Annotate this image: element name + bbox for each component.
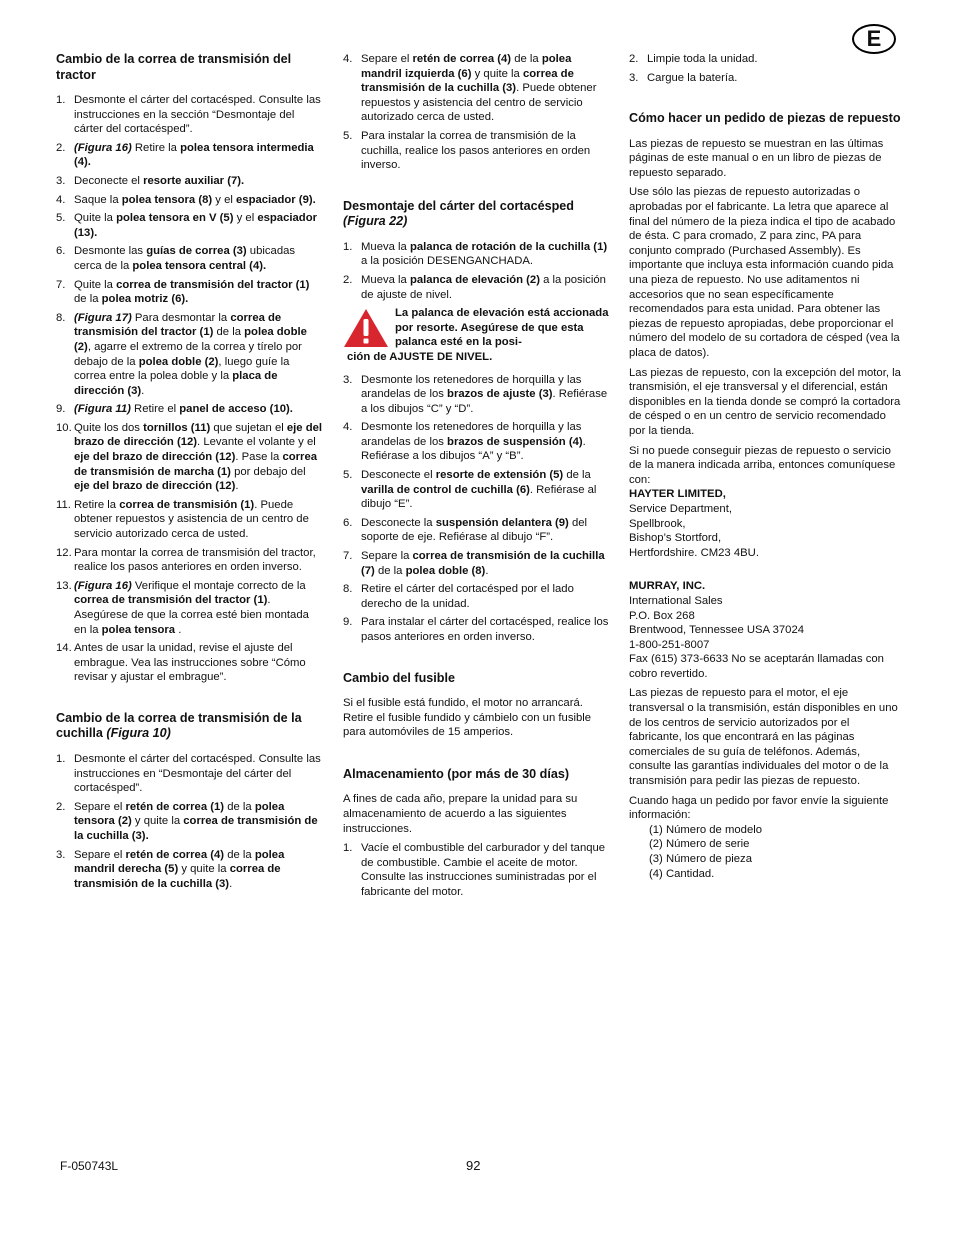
step-text: Separe el [74,848,126,861]
step-number: 4. [56,193,66,206]
step-text: . [175,623,182,636]
step-text: placa de dirección (3) [74,370,278,397]
step-text: polea tensora (2) [74,800,285,828]
step-text: correa de transmisión de la cuchilla (7) [361,550,605,577]
step-number: 5. [56,212,66,225]
order-info-list [629,823,901,881]
step-text: Vacíe el combustible del carburador y del tanque de combustible. Cambie el aceite de motor. Consulte las instrucciones suministradas por el fabricante del motor. [361,842,606,898]
section-title-blade-belt [56,711,324,742]
step-text: . Pase la [235,451,283,464]
step-text: de la [511,53,542,65]
step-text: ubicadas cerca de la [74,245,296,272]
list-item [629,52,901,67]
step-text: Deconecte el [74,174,144,187]
step-text: Saque la [74,193,122,206]
step-text: y quite la [471,67,523,80]
step-text: por debajo del [230,465,306,478]
steps-storage-continued [629,52,901,85]
step-text: correa de transmisión del tractor (1) [74,594,268,607]
text-line: Fax (615) 373-6633 No se aceptarán llamadas con cobro revertido. [629,653,884,680]
step-text: , agarre el extremo de la correa y tírelo por debajo de la [74,340,302,368]
step-text: Cargue la batería. [647,71,738,84]
storage-intro: A fines de cada año, prepare la unidad para su almacenamiento de acuerdo a las siguientes instrucciones. [343,793,578,835]
step-text: de la [213,326,245,339]
step-text: Verifique el montaje correcto de la [131,579,306,592]
language-badge [852,24,896,54]
step-number: 12. [56,546,72,559]
step-text: Separe el [74,800,126,813]
step-text: polea tensora (8) [121,193,213,206]
step-text: y el [212,193,237,206]
step-text: Para desmontar la [131,311,231,324]
step-text: resorte de extensión (5) [435,469,564,482]
step-text: correa de transmisión de la cuchilla (3) [361,67,574,95]
parts-paragraph-1: Las piezas de repuesto se muestran en las últimas páginas de este manual o en un libro de piezas de repuesto separado. [629,137,884,179]
section-title-figure-ref: (Figura 22) [343,214,408,229]
list-item [56,93,324,137]
text-line: Spellbrook, [629,517,686,530]
step-text: a la posición DESENGANCHADA. [361,255,534,268]
step-number: 2. [56,800,66,813]
step-number: 13. [56,579,72,592]
step-text: polea mandril izquierda (6) [361,53,572,80]
step-number: 3. [56,848,66,861]
list-item [56,278,324,307]
step-text: resorte auxiliar (7). [143,174,245,187]
steps-blade-belt [56,752,324,891]
text-line: International Sales [629,594,723,607]
step-number: 3. [629,71,639,84]
list-item [343,240,611,269]
step-text: brazos de suspensión (4) [447,435,583,448]
text-line: (3) Número de pieza [649,853,752,865]
list-item [56,546,324,575]
step-text: correa de transmisión del tractor (1) [116,278,310,291]
warning-text: La palanca de elevación está accionada por resorte. Asegúrese de que esta palanca esté en la posi- [395,307,609,349]
address-murray [629,579,901,681]
step-text: Limpie toda la unidad. [647,53,758,65]
list-item [56,193,324,208]
list-item [343,129,611,173]
step-text: panel de acceso (10). [179,403,293,416]
section-title-figure-ref: (Figura 10) [106,726,171,741]
step-text: Desmonte el cárter del cortacésped. Consulte las instrucciones en la sección “Desmontaje del cárter del cortacésped”. [74,94,321,136]
address-hayter [629,487,901,560]
step-text: de la [374,564,406,577]
list-item [343,615,611,644]
step-text: correa de transmisión de la cuchilla (3) [74,863,281,890]
warning-text-tail: ción de AJUSTE DE NIVEL. [347,350,493,363]
step-text: guías de correa (3) [146,245,247,258]
step-number: 4. [343,53,353,65]
list-item [56,174,324,189]
column-3 [629,52,901,881]
steps-deck-removal-b [343,373,611,645]
step-text: correa de transmisión del tractor (1) [74,311,282,339]
step-text: Desmonte las [74,245,147,258]
address-lines [629,502,901,560]
text-line: 1-800-251-8007 [629,638,710,651]
step-text: . [229,877,233,890]
step-text: retén de correa (4) [412,53,512,65]
column-1 [56,52,324,895]
language-letter: E [866,26,882,51]
step-text: eje del brazo de dirección (12) [74,451,236,464]
step-text: polea doble (2) [74,326,307,353]
step-text: Separe el [361,53,413,65]
page-number: 92 [466,1158,481,1173]
list-item [343,468,611,512]
parts-paragraph-5: Las piezas de repuesto para el motor, el eje transversal o la transmisión, están disponibles en uno de los centros de servicio autorizados por el fabricante, los que encontrará en las páginas comerciales de su guía de teléfonos. Además, consulte las garantías individuales del motor o de la transmisión para pedir las piezas de repuesto. [629,687,898,788]
step-text: . Puede obtener repuestos y asistencia del centro de servicio autorizado cerca de usted. [361,82,597,124]
list-item [343,373,611,417]
step-number: 8. [343,583,353,596]
step-text: y quite la [131,815,184,828]
step-text: Retire la [131,141,181,154]
step-text: Retire el cárter del cortacésped por el lado derecho de la unidad. [361,583,574,610]
step-number: 1. [343,842,353,855]
step-text: correa de transmisión (1) [119,498,255,511]
step-text: de la [224,800,255,813]
step-text: retén de correa (4) [125,848,225,861]
section-title-tractor-belt: Cambio de la correa de transmisión del tractor [56,52,292,82]
list-item [56,498,324,542]
step-number: 7. [56,278,66,291]
address-lines [629,594,901,682]
step-text: de la [563,469,591,482]
list-item [343,582,611,611]
step-text: espaciador (13). [74,212,317,239]
step-number: 6. [56,245,66,258]
section-title-text: Desmontaje del cárter del cortacésped [343,198,574,213]
text-line: Service Department, [629,502,732,515]
step-text: . [141,384,145,397]
step-text: brazos de ajuste (3) [447,388,553,401]
step-text: polea tensora central (4). [132,259,267,272]
step-text: Quite la [74,212,117,225]
step-text: polea motriz (6). [101,293,189,306]
step-text: del soporte de eje. Refiérase al dibujo “F”. [361,516,588,544]
step-text: , luego guíe la correa entre la polea doble y la [74,355,290,383]
step-text: . Refiérase al dibujo “E”. [361,483,597,511]
parts-paragraph-4: Si no puede conseguir piezas de repuesto o servicio de la manera indicada arriba, entonces comuníquese con: [629,444,896,486]
list-item [343,420,611,464]
step-text: Retire la [74,498,120,511]
step-text: espaciador (9). [236,193,316,206]
step-text: palanca de rotación de la cuchilla (1) [409,240,608,253]
step-text: Para montar la correa de transmisión del tractor, realice los pasos anteriores en orden inverso. [74,546,316,574]
step-text: polea tensora intermedia (4). [74,141,314,169]
step-text: correa de transmisión de la cuchilla (3). [74,815,318,842]
step-text: . Puede obtener repuestos y asistencia de un centro de servicio autorizado cerca de usted. [74,498,309,541]
step-text: suspensión delantera (9) [435,516,569,529]
text-line: (4) Cantidad. [649,867,715,880]
step-number: 14. [56,642,72,655]
section-title-deck-removal [343,199,611,230]
step-number: 1. [343,240,353,253]
step-number: 10. [56,421,72,434]
list-item [343,841,611,899]
step-text: eje del brazo de dirección (12) [74,421,323,449]
parts-paragraph-6: Cuando haga un pedido por favor envíe la siguiente información: [629,794,889,822]
step-text: Desconecte la [361,516,436,529]
step-number: 8. [56,311,66,324]
step-number: 1. [56,752,66,765]
company-name: HAYTER LIMITED, [629,488,726,501]
step-text: retén de correa (1) [125,800,225,813]
list-item [56,211,324,240]
step-text: . [235,480,239,493]
list-item [56,579,324,637]
list-item [343,516,611,545]
step-number: 3. [343,373,353,386]
step-number: 2. [56,141,66,154]
text-line: (2) Número de serie [649,838,750,851]
parts-paragraph-3: Las piezas de repuesto, con la excepción del motor, la transmisión, el eje transversal y el diferencial, están disponibles en la tienda donde se compró la cortadora de césped o en un centro de servicio recomendado por la tienda. [629,366,901,437]
step-number: 1. [56,94,66,106]
steps-blade-belt-continued [343,52,611,173]
step-text: Separe la [361,550,413,563]
section-title-ordering-parts: Cómo hacer un pedido de piezas de repuesto [629,111,901,126]
parts-paragraph-2: Use sólo las piezas de repuesto autorizadas o aprobadas por el fabricante. La letra que aparece al final del número de la pieza indica el tipo de acabado de ésta. C para cromado, Z para zinc, PA para conjunto comprado (Purchased Assembly). Es importante que incluya esta información cuando pida una pieza de repuesto. No use aditamentos ni accesorios que no sean específicamente recomendados para esta unidad. Para obtener las piezas de repuesto apropiadas, debe proporcionar el número del modelo de su cortadora de césped (vea la placa de datos). [629,186,900,359]
step-number: 9. [56,403,66,416]
text-line: Hertfordshire. CM23 4BU. [629,546,759,559]
text-line: (1) Número de modelo [649,823,763,836]
step-number: 11. [56,498,71,511]
step-text: . Levante el volante y el [197,436,316,449]
step-number: 5. [343,469,353,482]
company-name: MURRAY, INC. [629,580,706,593]
step-text: Antes de usar la unidad, revise el ajuste del embrague. Vea las instrucciones sobre “Cómo revisar y ajustar el embrague”. [74,642,306,684]
step-number: 2. [629,53,639,65]
step-text: Mueva la [361,273,410,286]
step-text: (Figura 16) [74,579,132,592]
step-text: Mueva la [361,240,410,253]
warning-box [343,306,611,364]
step-text: Quite la [74,278,117,291]
list-item [56,752,324,796]
list-item [629,71,901,86]
step-text: polea doble (2) [138,355,219,368]
steps-deck-removal-a [343,240,611,302]
step-text: correa de transmisión de marcha (1) [74,451,318,478]
document-code: F-050743L [60,1159,119,1173]
step-number: 5. [343,129,353,142]
section-title-text: Cambio de la correa de transmisión de la cuchilla [56,710,302,741]
step-text: varilla de control de cuchilla (6) [361,483,530,496]
section-title-storage: Almacenamiento (por más de 30 días) [343,766,570,781]
step-text: (Figura 17) [74,311,132,324]
step-text: Desmonte los retenedores de horquilla y las arandelas de los [361,373,582,401]
fuse-text: Si el fusible está fundido, el motor no arrancará. Retire el fusible fundido y cámbielo con un fusible para automóviles de 15 amperios. [343,697,592,739]
section-title-fuse: Cambio del fusible [343,670,455,685]
step-number: 6. [343,516,353,529]
steps-tractor-belt [56,93,324,685]
list-item [343,549,611,578]
step-number: 2. [343,273,353,286]
text-line: P.O. Box 268 [629,609,695,622]
step-text: . Refiérase a los dibujos “C” y “D”. [361,388,608,415]
step-text: polea tensora en V (5) [116,212,234,225]
list-item [343,273,611,302]
text-line: Brentwood, Tennessee USA 37024 [629,624,805,637]
step-number: 7. [343,550,353,563]
list-item [56,800,324,844]
steps-storage [343,841,611,899]
step-text: y el [233,212,258,225]
step-text: polea tensora [101,623,176,636]
step-text: Quite los dos [74,421,144,434]
list-item [56,311,324,399]
step-number: 4. [343,421,353,434]
step-number: 3. [56,174,66,187]
step-text: . Asegúrese de que la correa esté bien montada en la [74,594,309,636]
text-line: Bishop’s Stortford, [629,532,722,545]
warning-triangle-icon [343,308,389,348]
list-item [56,641,324,685]
step-text: Desmonte los retenedores de horquilla y las arandelas de los [361,421,582,448]
step-text: polea doble (8) [405,564,486,577]
step-text: . Refiérase a los dibujos “A” y “B”. [361,435,586,463]
step-text: (Figura 16) [74,141,132,154]
step-number: 9. [343,616,353,629]
step-text: palanca de elevación (2) [409,273,540,286]
step-text: que sujetan el [210,421,287,434]
list-item [56,421,324,494]
step-text: eje del brazo de dirección (12) [74,480,236,493]
step-text: (Figura 11) [74,403,131,416]
step-text: Desconecte el [361,469,436,482]
list-item [343,52,611,125]
list-item [56,141,324,170]
step-text: Para instalar el cárter del cortacésped, realice los pasos anteriores en orden inverso. [361,616,609,643]
step-text: tornillos (11) [143,421,211,434]
step-text: Para instalar la correa de transmisión de la cuchilla, realice los pasos anteriores en orden inverso. [361,129,591,172]
step-text: de la [224,848,255,861]
step-text: a la posición de ajuste de nivel. [361,273,606,301]
step-text: Retire el [130,403,180,416]
step-text: . [485,564,489,577]
step-text: polea mandril derecha (5) [74,848,285,876]
step-text: de la [74,293,102,306]
step-text: Desmonte el cárter del cortacésped. Consulte las instrucciones en “Desmontaje del cárter del cortacésped”. [74,752,321,795]
list-item [56,848,324,892]
column-2 [343,52,611,904]
list-item [56,244,324,273]
list-item [56,402,324,417]
step-text: y quite la [178,863,230,876]
